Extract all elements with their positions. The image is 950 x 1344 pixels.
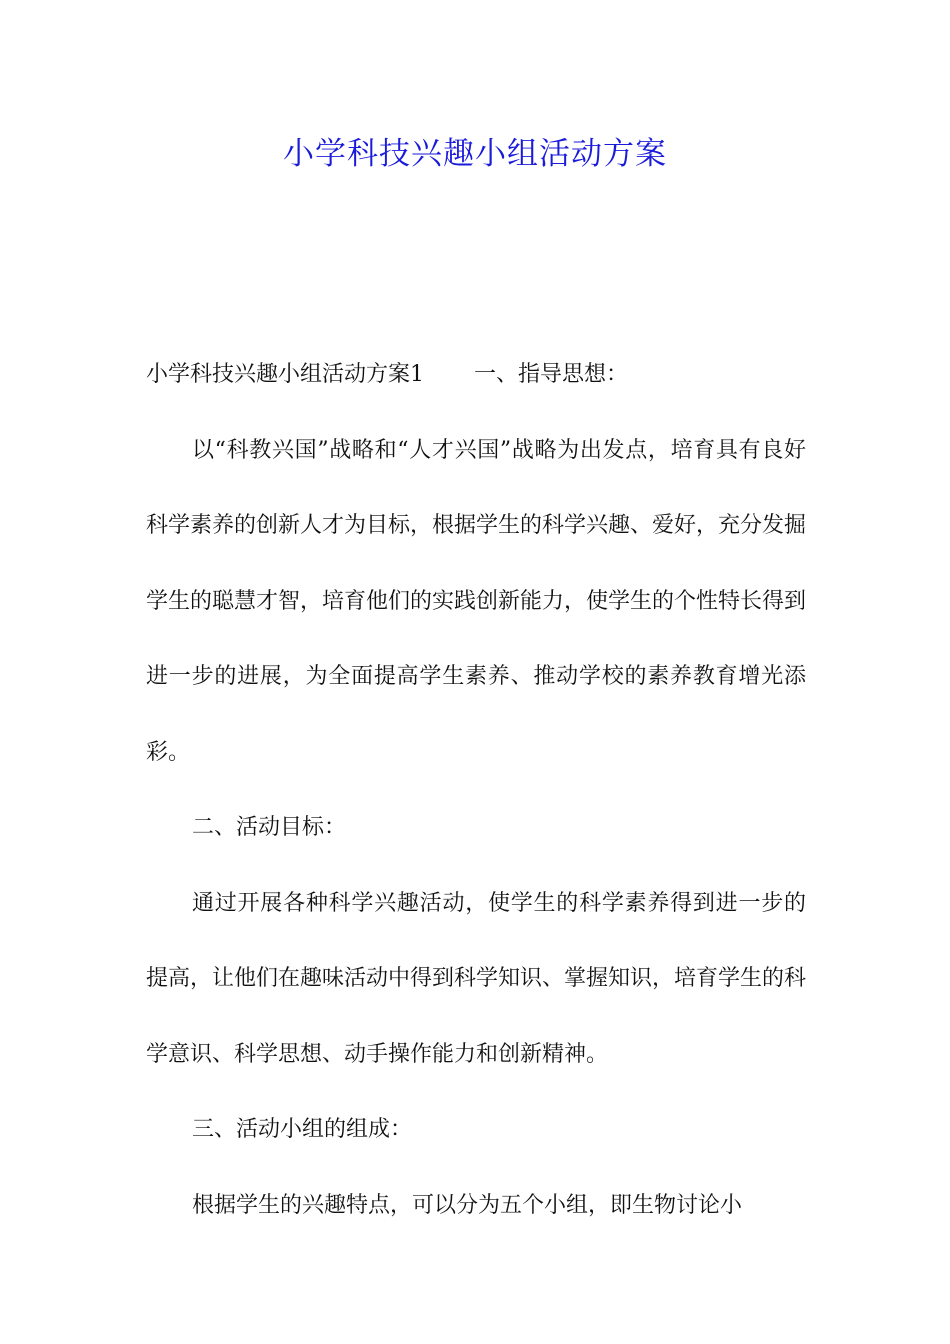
paragraph-guiding-ideology: 以“科教兴国”战略和“人才兴国”战略为出发点，培育具有良好科学素养的创新人才为目标，根据学生的科学兴趣、爱好，充分发掘学生的聪慧才智，培育他们的实践创新能力，使学生的个性特长得到进一步的进展，为全面提高学生素养、推动学校的素养教育增光添彩。	[146, 437, 807, 765]
plan-heading: 小学科技兴趣小组活动方案1	[146, 362, 424, 387]
section-heading-group-composition: 三、活动小组的组成：	[192, 1117, 413, 1142]
paragraph-group-composition: 根据学生的兴趣特点，可以分为五个小组，即生物讨论小	[192, 1192, 743, 1218]
document-title: 小学科技兴趣小组活动方案	[283, 136, 667, 172]
section-heading-guiding-ideology: 一、指导思想：	[474, 362, 629, 387]
section-heading-line	[146, 337, 806, 413]
section-heading-activity-goals: 二、活动目标：	[192, 815, 347, 840]
document-body	[146, 337, 806, 1243]
paragraph-activity-goals: 通过开展各种科学兴趣活动，使学生的科学素养得到进一步的提高，让他们在趣味活动中得到科学知识、掌握知识，培育学生的科学意识、科学思想、动手操作能力和创新精神。	[146, 890, 807, 1067]
